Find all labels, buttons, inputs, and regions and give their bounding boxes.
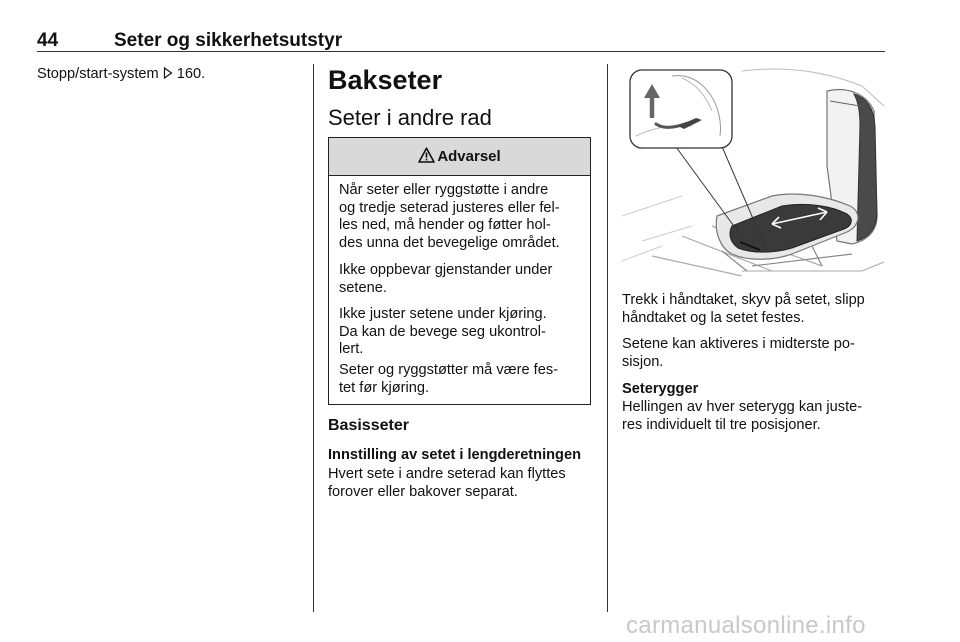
warning-box (328, 137, 591, 405)
warning-triangle-icon (418, 147, 437, 167)
body-paragraph (622, 336, 855, 371)
header-rule (37, 51, 885, 52)
text-line: forover eller bakover separat. (328, 483, 518, 500)
column-separator (607, 64, 608, 612)
text-line: des unna det bevegelige området. (339, 234, 560, 251)
subsection-heading: Seter i andre rad (328, 105, 492, 130)
longitudinal-adjustment-heading: Innstilling av setet i lengderetningen (328, 447, 581, 463)
warning-header (329, 138, 590, 176)
text-line: les ned, må hender og føtter hol- (339, 217, 551, 233)
warning-paragraph (339, 362, 587, 397)
reference-text: Stopp/start-system (37, 66, 159, 82)
cross-reference[interactable] (37, 66, 205, 84)
text-line: Setene kan aktiveres i midterste po- (622, 336, 855, 352)
seat-illustration-svg (622, 66, 885, 276)
text-line: Seter og ryggstøtter må være fes- (339, 362, 558, 378)
warning-paragraph (339, 306, 587, 359)
text-line: Når seter eller ryggstøtte i andre (339, 182, 549, 198)
warning-paragraph (339, 182, 587, 252)
warning-paragraph (339, 262, 587, 297)
text-line: sisjon. (622, 353, 664, 370)
basic-seats-heading: Basisseter (328, 417, 409, 434)
seatbacks-heading: Seterygger (622, 381, 699, 397)
reference-page: 160. (176, 66, 206, 82)
text-line: Hvert sete i andre seterad kan flyttes (328, 466, 566, 482)
page-number: 44 (37, 30, 59, 51)
text-line: Ikke juster setene under kjøring. (339, 306, 547, 322)
body-paragraph (328, 466, 566, 501)
text-line: Trekk i håndtaket, skyv på setet, slipp (622, 292, 865, 308)
text-line: Da kan de bevege seg ukontrol- (339, 323, 546, 340)
reference-arrow-icon (163, 66, 173, 82)
text-line: setene. (339, 279, 387, 296)
body-paragraph (622, 399, 862, 434)
warning-title: Advarsel (437, 148, 501, 165)
text-line: tet før kjøring. (339, 379, 430, 396)
text-line: Ikke oppbevar gjenstander under (339, 262, 553, 278)
text-line: res individuelt til tre posisjoner. (622, 416, 821, 433)
text-line: og tredje seterad justeres eller fel- (339, 199, 560, 216)
watermark: carmanualsonline.info (626, 612, 866, 639)
text-line: håndtaket og la setet festes. (622, 309, 805, 326)
text-line: Hellingen av hver seterygg kan juste- (622, 399, 863, 415)
body-paragraph (622, 292, 865, 327)
text-line: lert. (339, 341, 364, 357)
section-heading: Bakseter (328, 65, 443, 95)
page-title: Seter og sikkerhetsutstyr (114, 30, 343, 51)
seat-adjustment-illustration (622, 66, 885, 276)
column-separator (313, 64, 314, 612)
